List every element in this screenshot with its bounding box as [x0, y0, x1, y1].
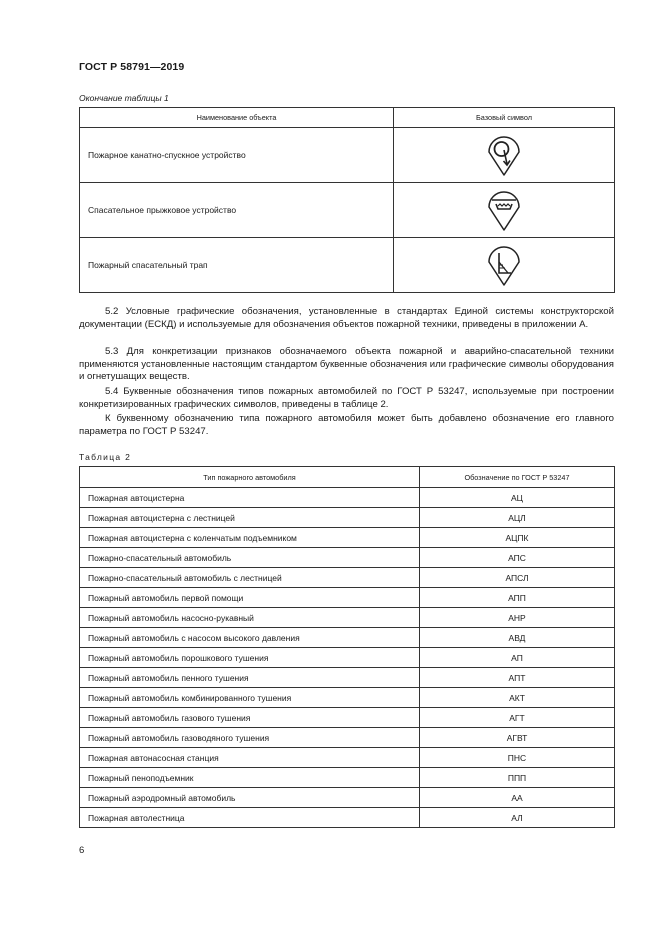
symbol-cell — [394, 128, 615, 183]
symbol-cell — [394, 183, 615, 238]
table-row — [80, 238, 615, 293]
vehicle-type: Пожарная автоцистерна — [80, 488, 420, 508]
vehicle-code: АПСЛ — [420, 568, 615, 588]
table-row — [80, 768, 615, 788]
table-row — [80, 708, 615, 728]
symbol-cell — [394, 238, 615, 293]
vehicle-type: Пожарно-спасательный автомобиль — [80, 548, 420, 568]
table-row — [80, 588, 615, 608]
vehicle-type: Пожарный автомобиль газового тушения — [80, 708, 420, 728]
vehicle-code: АПТ — [420, 668, 615, 688]
vehicle-code: АЦПК — [420, 528, 615, 548]
table-row — [80, 628, 615, 648]
table-row — [80, 728, 615, 748]
rope-descent-device-symbol-icon — [486, 133, 522, 177]
vehicle-code: АКТ — [420, 688, 615, 708]
table-row — [80, 183, 615, 238]
table-row — [80, 668, 615, 688]
table-row — [80, 548, 615, 568]
table-2 — [79, 466, 615, 828]
vehicle-type: Пожарный автомобиль первой помощи — [80, 588, 420, 608]
table-row — [80, 128, 615, 183]
table1-caption: Окончание таблицы 1 — [79, 93, 169, 103]
rescue-ladder-symbol-icon — [486, 243, 522, 287]
table-row — [80, 648, 615, 668]
vehicle-type: Пожарный пеноподъемник — [80, 768, 420, 788]
vehicle-code: АНР — [420, 608, 615, 628]
vehicle-type: Пожарный автомобиль с насосом высокого давления — [80, 628, 420, 648]
vehicle-type: Пожарный автомобиль насосно-рукавный — [80, 608, 420, 628]
vehicle-type: Пожарная автолестница — [80, 808, 420, 828]
vehicle-type: Пожарная автоцистерна с коленчатым подъемником — [80, 528, 420, 548]
vehicle-code: АПП — [420, 588, 615, 608]
vehicle-code: АВД — [420, 628, 615, 648]
vehicle-code: АГВТ — [420, 728, 615, 748]
table-row — [80, 568, 615, 588]
table-row — [80, 508, 615, 528]
paragraph-5-4-cont: К буквенному обозначению типа пожарного автомобиля может быть добавлено обозначение его главного параметра по ГОСТ Р 53247. — [79, 413, 614, 437]
object-name: Пожарное канатно-спускное устройство — [80, 128, 394, 183]
column-header-base-symbol: Базовый символ — [394, 108, 615, 128]
document-id: ГОСТ Р 58791—2019 — [79, 61, 185, 73]
vehicle-code: ППП — [420, 768, 615, 788]
table-row — [80, 748, 615, 768]
vehicle-type: Пожарный автомобиль газоводяного тушения — [80, 728, 420, 748]
paragraph-5-2: 5.2 Условные графические обозначения, установленные в стандартах Единой системы конструкторской документации (ЕСКД) и используемые для обозначения объектов пожарной техники, приведены в приложении А. — [79, 306, 614, 330]
vehicle-code: АЦ — [420, 488, 615, 508]
page-number: 6 — [79, 845, 85, 856]
vehicle-type: Пожарная автонасосная станция — [80, 748, 420, 768]
table-row — [80, 688, 615, 708]
table-row — [80, 528, 615, 548]
table-row — [80, 808, 615, 828]
vehicle-type: Пожарно-спасательный автомобиль с лестницей — [80, 568, 420, 588]
vehicle-code: ПНС — [420, 748, 615, 768]
object-name: Спасательное прыжковое устройство — [80, 183, 394, 238]
vehicle-code: АП — [420, 648, 615, 668]
jumping-rescue-device-symbol-icon — [486, 188, 522, 232]
table2-header-row — [80, 467, 615, 488]
table1-header-row — [80, 108, 615, 128]
vehicle-type: Пожарный аэродромный автомобиль — [80, 788, 420, 808]
table-row — [80, 488, 615, 508]
vehicle-type: Пожарная автоцистерна с лестницей — [80, 508, 420, 528]
vehicle-type: Пожарный автомобиль пенного тушения — [80, 668, 420, 688]
vehicle-code: АА — [420, 788, 615, 808]
vehicle-code: АГТ — [420, 708, 615, 728]
column-header-object-name: Наименование объекта — [80, 108, 394, 128]
table-row — [80, 788, 615, 808]
paragraph-5-4: 5.4 Буквенные обозначения типов пожарных автомобилей по ГОСТ Р 53247, используемые при построении конкретизированных графических символов, приведены в таблице 2. — [79, 386, 614, 410]
table2-caption: Таблица 2 — [79, 452, 132, 462]
vehicle-code: АПС — [420, 548, 615, 568]
paragraph-5-3: 5.3 Для конкретизации признаков обозначаемого объекта пожарной и аварийно-спасательной техники применяются установленные настоящим стандартом буквенные обозначения или графические символы оборудования и огнетушащих веществ. — [79, 346, 614, 382]
vehicle-code: АЛ — [420, 808, 615, 828]
vehicle-code: АЦЛ — [420, 508, 615, 528]
vehicle-type: Пожарный автомобиль комбинированного тушения — [80, 688, 420, 708]
object-name: Пожарный спасательный трап — [80, 238, 394, 293]
column-header-vehicle-type: Тип пожарного автомобиля — [80, 467, 420, 488]
column-header-designation: Обозначение по ГОСТ Р 53247 — [420, 467, 615, 488]
table-row — [80, 608, 615, 628]
table-1 — [79, 107, 615, 293]
vehicle-type: Пожарный автомобиль порошкового тушения — [80, 648, 420, 668]
